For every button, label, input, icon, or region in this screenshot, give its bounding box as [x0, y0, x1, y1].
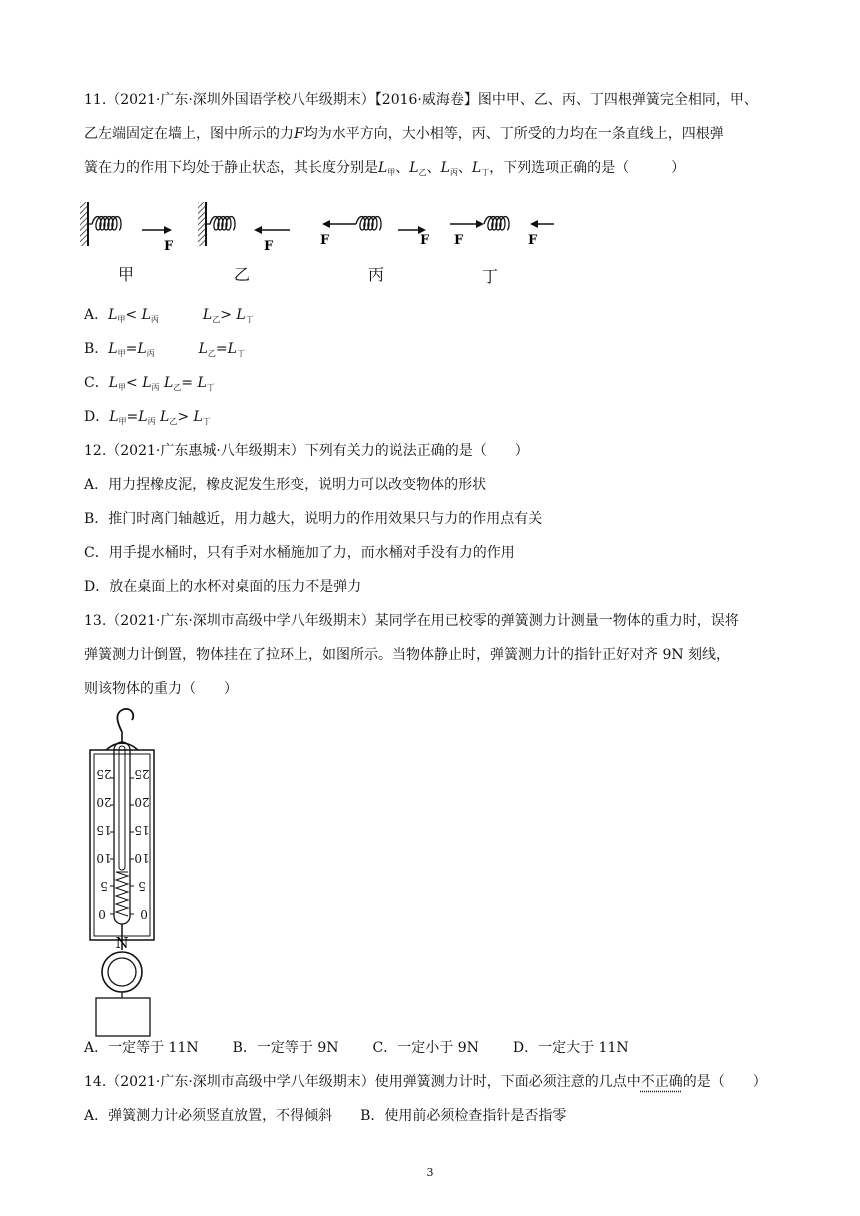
- force-label: F: [528, 233, 538, 248]
- q12-stem: 12.（2021·广东惠城·八年级期末）下列有关力的说法正确的是（ ）: [84, 443, 529, 459]
- scale-left-15: 15: [96, 823, 112, 837]
- scale-left-10: 10: [96, 851, 112, 865]
- q12-option-a: A．用力捏橡皮泥，橡皮泥发生形变，说明力可以改变物体的形状: [84, 477, 487, 493]
- q12-option-d: D．放在桌面上的水杯对桌面的压力不是弹力: [84, 579, 362, 595]
- q13-option-b: B．一定等于 9N: [232, 1040, 339, 1056]
- q13-option-c: C．一定小于 9N: [372, 1040, 479, 1056]
- emphasized-text: 不正确: [640, 1074, 683, 1090]
- label-jia: 甲: [118, 265, 135, 284]
- scale-right-25: 25: [134, 767, 150, 781]
- q13-option-a: A．一定等于 11N: [84, 1040, 199, 1056]
- q11-option-a: A．$L_甲< L_丙$ $L_乙> L_丁$: [84, 307, 254, 324]
- q13-line1: 13.（2021·广东·深圳市高级中学八年级期末）某同学在用已校零的弹簧测力计测量一物体的重力时，误将: [84, 613, 739, 629]
- label-ding: 丁: [482, 267, 499, 286]
- q13-option-d: D．一定大于 11N: [512, 1040, 629, 1056]
- force-label: F: [264, 239, 274, 254]
- spring-ding: [450, 217, 554, 249]
- q13-line3: 则该物体的重力（ ）: [84, 681, 238, 697]
- scale-left-25: 25: [96, 767, 112, 781]
- spring-bing: [320, 217, 430, 249]
- q14-option-b: B．使用前必须检查指针是否指零: [360, 1108, 567, 1124]
- scale-right-20: 20: [134, 795, 150, 809]
- q11-option-b: B．$L_甲=L_丙$ $L_乙=L_丁$: [84, 341, 245, 358]
- q12-option-b: B．推门时离门轴越近，用力越大，说明力的作用效果只与力的作用点有关: [84, 511, 543, 527]
- q11-option-d: D．$L_甲=L_丙$ $L_乙> L_丁$: [84, 409, 211, 426]
- springs-figure: [80, 196, 570, 256]
- scale-left-20: 20: [96, 795, 112, 809]
- force-label: F: [454, 233, 464, 248]
- q11-line2: 乙左端固定在墙上，图中所示的力F均为水平方向，大小相等，丙、丁所受的力均在一条直线上，四根弹: [84, 126, 724, 142]
- spring-scale-figure: [80, 706, 170, 1038]
- scale-right-5: 5: [138, 879, 146, 893]
- q13-line2: 弹簧测力计倒置，物体挂在了拉环上，如图所示。当物体静止时，弹簧测力计的指针正好对齐 9N 刻线，: [84, 647, 731, 663]
- scale-left-5: 5: [100, 879, 108, 893]
- label-yi: 乙: [234, 265, 251, 284]
- force-label: F: [320, 233, 330, 248]
- scale-right-0: 0: [140, 907, 148, 921]
- scale-left-0: 0: [98, 907, 106, 921]
- force-label: F: [420, 233, 430, 248]
- scale-right-15: 15: [134, 823, 150, 837]
- spring-jia: [80, 202, 174, 254]
- scale-right-10: 10: [134, 851, 150, 865]
- q12-option-c: C．用手提水桶时，只有手对水桶施加了力，而水桶对手没有力的作用: [84, 545, 515, 561]
- force-label: F: [164, 239, 174, 254]
- q11-line1: 11.（2021·广东·深圳外国语学校八年级期末）【2016·威海卷】图中甲、乙、丙、丁四根弹簧完全相同，甲、: [84, 92, 758, 108]
- q14-option-a: A．弹簧测力计必须竖直放置，不得倾斜: [84, 1108, 333, 1124]
- q11-option-c: C．$L_甲< L_丙$ $L_乙= L_丁$: [84, 375, 215, 392]
- unit-label: N: [115, 934, 129, 952]
- label-bing: 丙: [368, 265, 385, 284]
- page-number: 3: [426, 1166, 434, 1179]
- q14-options: [84, 1106, 566, 1126]
- spring-yi: [198, 202, 290, 254]
- q14-stem: 14.（2021·广东·深圳市高级中学八年级期末）使用弹簧测力计时，下面必须注意的几点中不正确的是（ ）: [84, 1074, 767, 1090]
- q11-line3: 簧在力的作用下均处于静止状态，其长度分别是$L_甲$、$L_乙$、$L_丙$、$L_丁$，下列选项正确的是（ ）: [84, 160, 686, 177]
- q13-options: [84, 1038, 784, 1058]
